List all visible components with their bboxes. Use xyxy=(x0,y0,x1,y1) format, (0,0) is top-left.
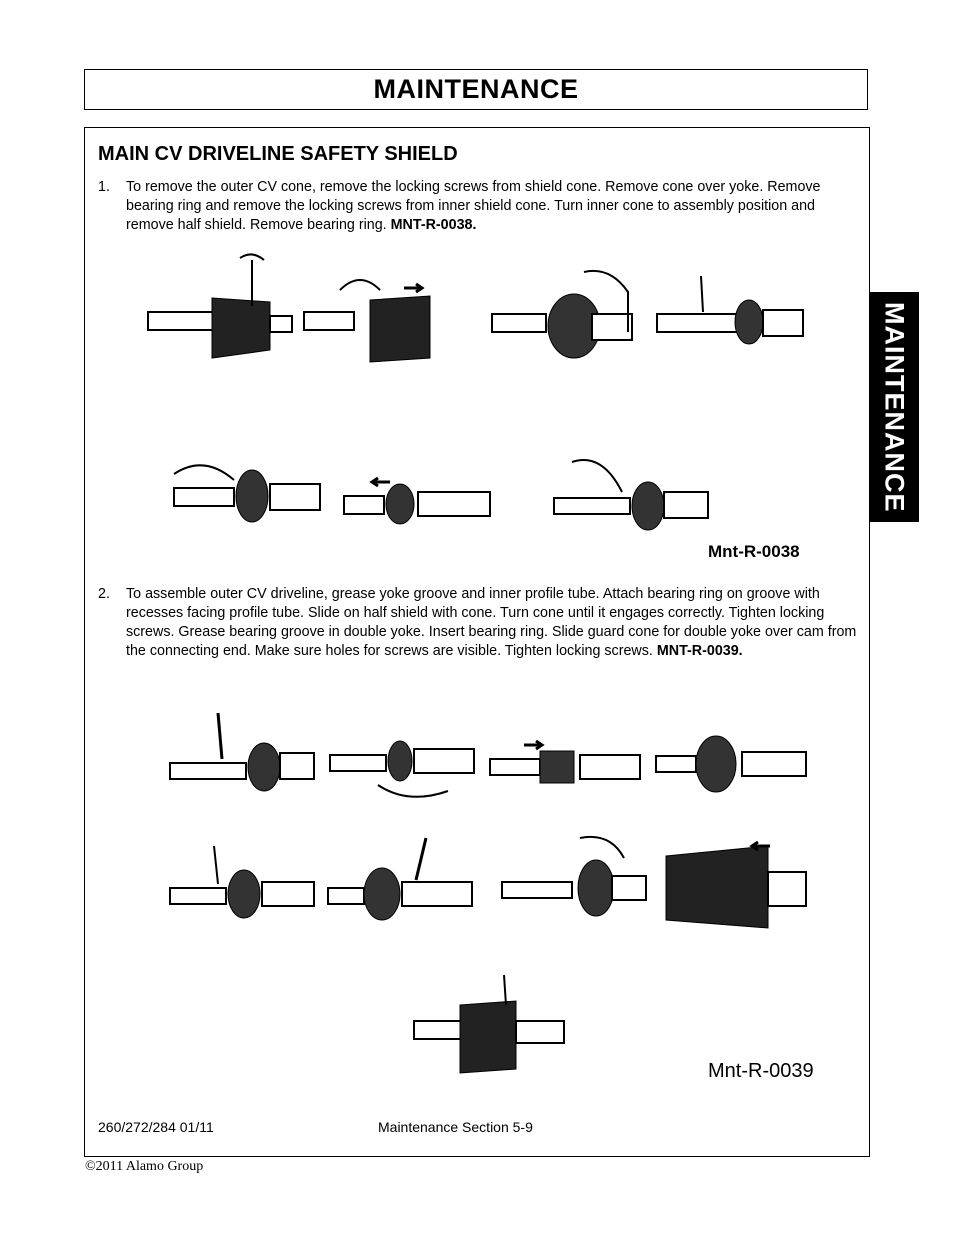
driveline-illustration-1g xyxy=(552,452,712,532)
driveline-illustration-1f xyxy=(338,452,498,542)
side-tab xyxy=(869,292,919,522)
step-text-block xyxy=(126,178,858,235)
step-text: To assemble outer CV driveline, grease yoke groove and inner profile tube. Attach bearing ring on groove with recesses facing profile tube. Slide on half shield with cone. Turn cone until it engages correctly. Tighten locking screws. Grease bearing groove in double yoke. Insert bearing ring. Slide guard cone for double yoke over cam from the connecting end. Make sure holes for screws are visible. Tighten locking screws. xyxy=(126,586,857,659)
page-header-title: MAINTENANCE xyxy=(373,74,579,104)
driveline-illustration-2i xyxy=(412,965,572,1080)
driveline-illustration-1d xyxy=(655,262,810,367)
side-tab-label: MAINTENANCE xyxy=(879,301,910,513)
step-number: 2. xyxy=(98,586,110,602)
copyright: ©2011 Alamo Group xyxy=(85,1159,204,1174)
driveline-illustration-1a xyxy=(140,250,300,370)
driveline-illustration-1c xyxy=(488,266,643,376)
driveline-illustration-2c xyxy=(488,715,643,805)
driveline-illustration-2g xyxy=(500,826,650,928)
step-text: To remove the outer CV cone, remove the locking screws from shield cone. Remove cone over yoke. Remove bearing ring and remove the locking screws from inner shield cone. Turn inner cone to assembly position and remove half shield. Remove bearing ring. xyxy=(126,179,821,233)
figure-label-2: Mnt-R-0039 xyxy=(708,1060,814,1082)
step-2 xyxy=(98,585,858,661)
driveline-illustration-1b xyxy=(300,262,460,370)
driveline-illustration-2e xyxy=(168,836,318,928)
driveline-illustration-2h xyxy=(660,832,810,934)
step-number: 1. xyxy=(98,179,110,195)
figure-label-1: Mnt-R-0038 xyxy=(708,542,800,561)
header-box xyxy=(84,69,868,110)
step-text-block xyxy=(126,585,858,661)
footer-model: 260/272/284 01/11 xyxy=(98,1119,214,1135)
step-figure-ref: MNT-R-0038. xyxy=(390,217,477,233)
driveline-illustration-2d xyxy=(652,712,812,802)
driveline-illustration-2a xyxy=(168,703,318,801)
footer-section: Maintenance Section 5-9 xyxy=(378,1119,533,1135)
step-figure-ref: MNT-R-0039. xyxy=(656,643,743,659)
driveline-illustration-2b xyxy=(328,705,478,803)
driveline-illustration-2f xyxy=(326,826,476,928)
driveline-illustration-1e xyxy=(170,450,330,540)
section-title: MAIN CV DRIVELINE SAFETY SHIELD xyxy=(98,143,458,165)
step-1 xyxy=(98,178,858,235)
